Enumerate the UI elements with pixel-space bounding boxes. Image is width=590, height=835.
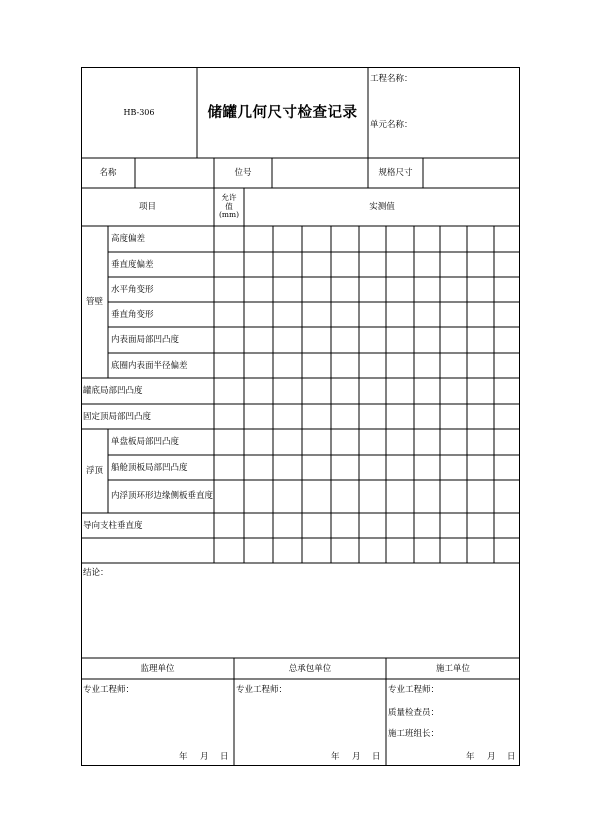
row-pontoon-top: 船舱顶板局部凹凸度 [111,462,188,473]
project-name-label: 工程名称： [370,74,413,84]
date-year: 年 [179,752,188,762]
row-guide-column: 导向支柱垂直度 [83,520,143,531]
name-label: 名称 [99,168,117,178]
date-year: 年 [466,752,475,762]
general-contractor-header: 总承包单位 [288,663,332,674]
position-label: 位号 [234,168,252,178]
quality-inspector-label: 质量检查员： [388,708,440,718]
allowance-header-line-3: (mm) [218,210,240,220]
allowance-header-line-1: 允许 [221,193,237,203]
date-month: 月 [200,752,209,762]
page-title: 储罐几何尺寸检查记录 [207,104,358,121]
row-vertical-deviation: 垂直度偏差 [111,259,154,270]
row-vertical-angle-deformation: 垂直角变形 [111,309,154,320]
item-column-header: 项目 [138,202,156,212]
form-code: HB-306 [123,107,155,117]
allowance-header-line-2: 值 [225,201,233,211]
row-horizontal-angle-deformation: 水平角变形 [111,284,154,295]
construction-engineer-label: 专业工程师： [388,685,440,695]
row-single-deck: 单盘板局部凹凸度 [111,437,180,447]
measured-values-header: 实测值 [369,202,395,212]
date-month: 月 [487,752,496,762]
row-tank-bottom: 罐底局部凹凸度 [83,386,143,396]
row-fixed-roof: 固定顶局部凹凸度 [83,411,152,422]
allowance-column-header [214,190,244,224]
supervision-unit-header: 监理单位 [140,663,175,674]
date-day: 日 [507,752,516,762]
row-inner-surface-local: 内表面局部凹凸度 [111,335,180,345]
team-leader-label: 施工班组长： [388,729,440,739]
inspection-form [81,67,520,766]
date-month: 月 [352,752,361,762]
group-label-floating-roof: 浮顶 [85,466,103,476]
supervision-engineer-label: 专业工程师： [83,685,135,695]
group-label-wall: 管壁 [85,297,103,307]
contractor-engineer-label: 专业工程师： [236,685,288,695]
spec-label: 规格尺寸 [378,168,413,178]
construction-unit-header: 施工单位 [435,663,470,674]
date-day: 日 [372,752,381,762]
row-height-deviation: 高度偏差 [111,234,146,244]
date-day: 日 [220,752,229,762]
row-bottom-ring-radius: 底圈内表面半径偏差 [111,360,188,371]
unit-name-label: 单元名称： [370,120,413,130]
row-inner-floating-rim: 内浮顶环形边缘侧板垂直度 [111,491,214,501]
date-year: 年 [331,752,340,762]
conclusion-label: 结论： [83,568,109,578]
